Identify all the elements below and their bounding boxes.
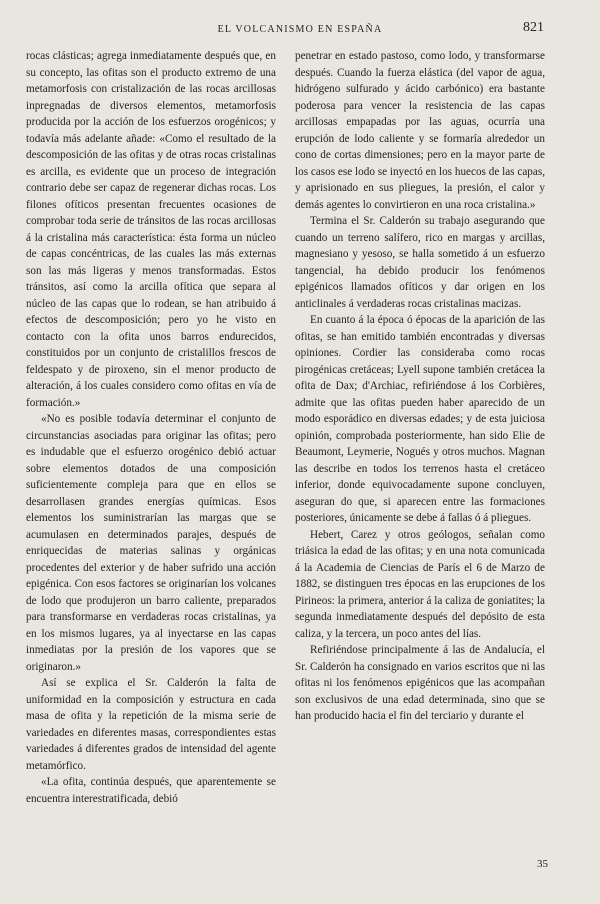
paragraph: Refiriéndose principalmente á las de Andalucía, el Sr. Calderón ha consignado en varios escritos que ni las ofitas ni los fenómenos epigénicos que las acompañan son exclusivos de una edad determinada, sino que se han producido hacia el fin del terciario y durante el	[295, 644, 545, 722]
right-column	[295, 48, 545, 725]
running-header: EL VOLCANISMO EN ESPAÑA	[217, 24, 383, 35]
paragraph: penetrar en estado pastoso, como lodo, y transformarse después. Cuando la fuerza elástica (del vapor de agua, hidrógeno sulfurado y ácido carbónico) era bastante poderosa para vencer la resistencia de las capas arcillosas empapadas por las aguas, ocurría una erupción de lodo caliente y se formaría alrededor un cono de cortas dimensiones; pero en la mayor parte de los casos ese lodo se inyectó en los huecos de las capas, y aprisionado en sus pliegues, la presión, el calor y demás agentes lo convirtieron en una roca cristalina.»	[295, 50, 545, 211]
paragraph: Hebert, Carez y otros geólogos, señalan como triásica la edad de las ofitas; y en una nota comunicada á la Academia de Ciencias de París el 6 de Marzo de 1882, se distinguen tres épocas en las erupciones de los Pirineos: la primera, anterior á la caliza de goniatites; la segunda inmediatamente después del depósito de esta caliza, y la tercera, un poco antes del lías.	[295, 528, 545, 640]
paragraph: rocas clásticas; agrega inmediatamente después que, en su concepto, las ofitas son el producto extremo de una metamorfosis con cristalización de las rocas arcillosas inpregnadas de diversos elementos, metamorfosis producida por la acción de los esfuerzos orogénicos; y todavía más adelante añade: «Como el resultado de la descomposición de las ofitas y de otras rocas cristalinas es arcilla, es evidente que un proceso de integración contrario debe ser capaz de regenerar dichas rocas. Los filones ofíticos presentan frecuentes ocasiones de comprobar toda serie de tránsitos de las rocas arcillosas á la cristalina más característica: ésta forma un núcleo de capas concéntricas, de las cuales las más externas son las más ligeras y menos transformadas. Estos tránsitos, así como la arcilla ofítica que separa al núcleo de las capas que lo rodean, se han atribuido á efectos de descomposición; pero yo he visto en contacto con la ofita unos barros endurecidos, constituidos por un conjunto de cristalillos frescos de feldespato y de piroxeno, sin el menor producto de alteración, á los cuales considero como ofitas en vía de formación.»	[26, 50, 276, 409]
paragraph: Termina el Sr. Calderón su trabajo asegurando que cuando un terreno salífero, rico en margas y arcillas, magnesiano y yesoso, se halla sometido á un esfuerzo tangencial, ha debido producir los fenómenos epigénicos llamados ofíticos y dar origen en los anticlinales á verdaderas rocas cristalinas macizas.	[295, 215, 545, 310]
paragraph: «La ofita, continúa después, que aparentemente se encuentra interestratificada, debió	[26, 776, 276, 805]
signature-mark: 35	[537, 858, 548, 870]
left-column	[26, 48, 276, 807]
page-number: 821	[523, 20, 544, 35]
paragraph: En cuanto á la época ó épocas de la aparición de las ofitas, se han emitido también encontradas y diversas opiniones. Cordier las consideraba como rocas pirogénicas cretáceas; Lyell supone también cretácea la ofita de Dax; d'Archiac, refiriéndose á los Corbières, admite que las ofitas pueden haber aparecido de un modo esporádico en diversas edades; y de esta juiciosa opinión, comprobada posteriormente, han sido Elie de Beaumont, Leymerie, Nogués y otros muchos. Magnan las describe en todos los terrenos hasta el cretáceo inferior, donde equivocadamente supone concluyen, aseguran do que, si aparecen entre las formaciones posteriores, únicamente se debe á fallas ó á pliegues.	[295, 314, 545, 524]
paragraph: «No es posible todavía determinar el conjunto de circunstancias asociadas para originar las ofitas; pero es indudable que el esfuerzo orogénico debió actuar sobre elementos dotados de una composición suficientemente compleja para que en ellos se desarrollasen grandes energías químicas. Esos elementos los suministrarían las margas que se acumulasen en determinados parajes, después de enriquecidas de materias salinas y orgánicas procedentes del exterior y de haber sufrido una acción epigénica. Con esos factores se originarían los volcanes de lodo que produjeron un barro caliente, preparados para transformarse en verdaderas rocas cristalinas, ya en los mismos lugares, ya al inyectarse en las capas inmediatas por la presión de los vapores que se originaron.»	[26, 413, 276, 673]
paragraph: Así se explica el Sr. Calderón la falta de uniformidad en la composición y estructura en cada masa de ofita y la repetición de la misma serie de variedades en diferentes masas, correspondientes estas variedades á diferentes grados de intensidad del agente metamórfico.	[26, 677, 276, 772]
